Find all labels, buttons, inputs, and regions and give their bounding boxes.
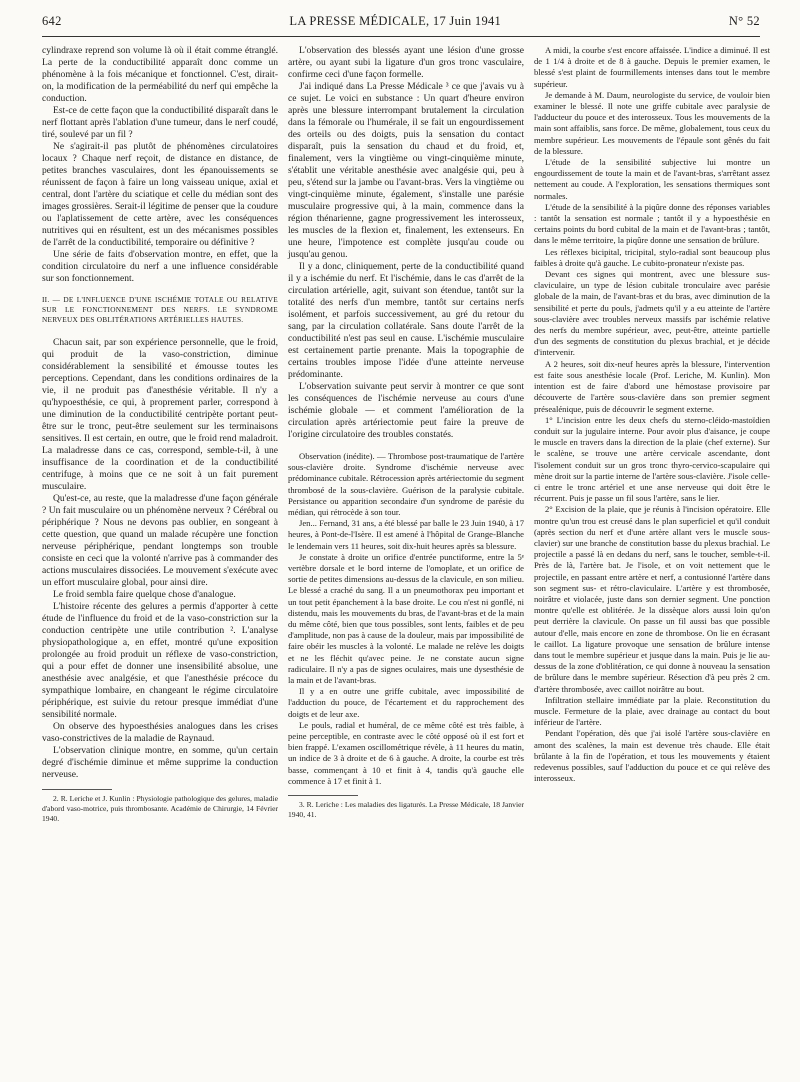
- paragraph: A 2 heures, soit dix-neuf heures après la blessure, l'intervention est faite sous anesthésie locale (Prof. Leriche, M. Kunlin). Mon intention est de faire d'abord une hémostase provisoire par découverte de l'artère sous-clavière dans son premier segment présealénique, puis de découvrir le segment externe.: [534, 358, 770, 414]
- paragraph: 1° L'incision entre les deux chefs du sterno-cléido-mastoïdien conduit sur la jugulaire interne. Pour avoir plus d'aisance, je coupe le muscle en travers dans la direction de la plaie (chef externe). Sur le scalène, se trouve une artère cervicale ascendante, dont l'isolement conduit sur un gros tronc thyro-cervico-scapulaire qui mène droit sur la partie interne de l'artère sous-clavière. J'isole celle-ci entre le tronc artériel et une anse nerveuse qui doit être le récurrent. Puis je passe un fil sous l'artère, sans le lier.: [534, 414, 770, 504]
- paragraph: A midi, la courbe s'est encore affaissée. L'indice a diminué. Il est de 1 1/4 à droite et de 8 à gauche. Depuis le premier examen, le blessé s'est plaint de fourmillements intenses dans tout le membre supérieur.: [534, 45, 770, 89]
- paragraph: cylindraxe reprend son volume là où il était comme étranglé. La perte de la conductibilité apparaît donc comme un phénomène à la fois mécanique et fonctionnel. C'est, dirait-on, la modification de la perméabilité du nerf qui empêche la conduction.: [42, 45, 278, 104]
- paragraph: L'observation clinique montre, en somme, qu'un certain degré d'ischémie diminue et même supprime la conduction nerveuse.: [42, 745, 278, 780]
- column-2: [288, 45, 524, 823]
- paragraph: L'étude de la sensibilité subjective lui montre un engourdissement de toute la main et de l'avant-bras, s'arrêtant assez nettement au coude. A l'exploration, les sensations thermiques sont normales.: [534, 157, 770, 201]
- paragraph: Pendant l'opération, dès que j'ai isolé l'artère sous-clavière en amont des scalènes, la main est devenue très chaude. Elle était brûlante à la fin de l'opération, et tous les mouvements y étaient redevenus possibles, sauf l'adduction du pouce et ce qui relève des interosseux.: [534, 728, 770, 784]
- journal-title: LA PRESSE MÉDICALE, 17 Juin 1941: [289, 14, 502, 28]
- paragraph: Je demande à M. Daum, neurologiste du service, de vouloir bien examiner le blessé. Il note une griffe cubitale avec paralysie de l'adducteur du pouce et des interosseux. Tous les mouvements de la main sont affaiblis, sans force. De même, globalement, tous ceux du membre supérieur. Les mouvements de l'épaule sont gênés du fait de la blessure.: [534, 89, 770, 156]
- paragraph: L'étude de la sensibilité à la piqûre donne des réponses variables : tantôt la sensation est normale ; tantôt il y a hypoesthésie en certains points du bord cubital de la main et de l'avant-bras ; tantôt, dans le même territoire, la piqûre donne une sensation de brûlure.: [534, 201, 770, 246]
- issue-number: N° 52: [728, 14, 760, 28]
- paragraph: Une série de faits d'observation montre, en effet, que la condition circulatoire du nerf a une influence considérable sur son fonctionnement.: [42, 249, 278, 284]
- footnote-rule: [288, 795, 358, 796]
- page-number: 642: [42, 14, 62, 28]
- paragraph: Devant ces signes qui montrent, avec une blessure sus-claviculaire, un type de lésion cubitale tronculaire avec parésie globale de la main, de l'avant-bras et du bras, avec diminution de la sensibilité et perte du pouls, j'admets qu'il y a eu atteinte de l'artère sous-clavière avec troubles nerveux massifs par ischémie relative des nerfs du membre supérieur, avec, peut-être, atteinte partielle d'un des segments de constitution du plexus brachial, et je décide d'intervenir.: [534, 269, 770, 358]
- paragraph: 2° Excision de la plaie, que je réunis à l'incision opératoire. Elle montre qu'un trou est creusé dans le plan superficiel et qu'il conduit (après section du nerf et d'une artère allant vers le muscle sous-clavier) sur une branche de constitution basse du plexus brachial. Le projectile a passé là en dedans du nerf, sans le toucher, semble-t-il. Près de là, l'artère bat. Je l'isole, et on voit nettement que le projectile, en passant entre artère et nerf, a contusionné l'artère dans son segment sus- et rétro-claviculaire. L'artère y est thrombosée, noirâtre et violacée, juste dans son dernier segment. Une ponction montre qu'elle est oblitérée. Je la dissèque alors aussi loin qu'on peut derrière la clavicule. On passe un fil aussi bas que possible autour d'elle, mais encore en zone de thrombose. On lie en écrasant le caillot. La ligature provoque une sensation de brûlure intense dans tout le membre supérieur et jusque dans la main. Puis je lie au-dessus de la zone d'oblitération, ce qui donne à nouveau la sensation de brûlure dans le membre supérieur. Résection d'à peu près 2 cm. d'artère thrombosée, avec caillot noirâtre au bout.: [534, 504, 770, 694]
- paragraph: Les réflexes bicipital, tricipital, stylo-radial sont beaucoup plus faibles à droite qu'à gauche. Le cubito-pronateur n'existe pas.: [534, 246, 770, 268]
- paragraph: Je constate à droite un orifice d'entrée punctiforme, entre la 5ᵉ vertèbre dorsale et le bord interne de l'omoplate, et un orifice de sortie de petites dimensions au-dessus de la clavicule, en son milieu. Le blessé a craché du sang. Il a un pneumothorax peu important et un tout petit épanchement à la base droite. Le cou n'est ni gonflé, ni distendu, mais les mouvements du bras, de l'avant-bras et de la main du même côté, bien que tous possibles, sont lents, faibles et de peu d'amplitude, non pas à cause de la douleur, mais par impossibilité de faire obéir les muscles à la volonté. Le malade ne relève les doigts et ne les fléchit qu'avec peine. Je ne constate aucun signe radiculaire. Il n'y a pas de signes oculaires, mais une dysesthésie de la main et de l'avant-bras.: [288, 551, 524, 686]
- paragraph: Qu'est-ce, au reste, que la maladresse d'une façon générale ? Un fait musculaire ou un phénomène nerveux ? Cérébral ou périphérique ? Nous ne devons pas oublier, en songeant à cette question, que quand un malade récupère une fonction nerveuse périphérique, pendant longtemps son trouble consiste en ceci que la volonté n'arrive pas à commander des actions musculaires dissociées. Le mouvement s'exécute avec un effort musculaire global, pour ainsi dire.: [42, 493, 278, 588]
- paragraph: Le pouls, radial et huméral, de ce même côté est très faible, à peine perceptible, en contraste avec le côté opposé où il est fort et bien frappé. L'examen oscillométrique révèle, à 11 heures du matin, un indice de 3 à droite et de 6 à gauche. A droite, la courbe est très basse, commençant à 10 et finit à 4, tandis qu'à gauche elle commence à 17 et finit à 1.: [288, 719, 524, 786]
- column-1: [42, 45, 278, 823]
- paragraph: Est-ce de cette façon que la conductibilité disparaît dans le nerf flottant après l'ablation d'une tumeur, dans le nerf coudé, tiré, soulevé par un fil ?: [42, 105, 278, 140]
- paragraph: Il y a donc, cliniquement, perte de la conductibilité quand il y a ischémie du nerf. Et l'ischémie, dans le cas d'arrêt de la circulation artérielle, agit, suivant son étendue, tantôt sur la totalité des nerfs d'un membre, tantôt sur certains nerfs isolément, et parfois successivement, au gré du retour du sang, par la circulation collatérale. Sans doute l'arrêt de la conductibilité n'est pas seul en cause. L'ischémie musculaire est certainement partie prenante. Mais la topographie de certains troubles impose l'idée d'une atteinte nerveuse prédominante.: [288, 261, 524, 380]
- paragraph: On observe des hypoesthésies analogues dans les crises vaso-constrictives de la maladie de Raynaud.: [42, 721, 278, 744]
- header-rule: [42, 36, 760, 37]
- running-header: [42, 14, 760, 30]
- paragraph: Jen... Fernand, 31 ans, a été blessé par balle le 23 Juin 1940, à 17 heures, à Pont-de-l'Isère. Il est amené à l'hôpital de Grange-Blanche le lendemain vers 11 heures, soit dix-huit heures après sa blessure.: [288, 518, 524, 551]
- paragraph: Il y a en outre une griffe cubitale, avec impossibilité de l'adduction du pouce, de l'écartement et du rapprochement des doigts et de leur axe.: [288, 686, 524, 719]
- observation-title: Observation (inédite). — Thrombose post-traumatique de l'artère sous-clavière droite. Syndrome d'ischémie nerveuse avec prédominance cubitale. Rétrocession après artériectomie du segment thrombosé de la sous-clavière. Guérison de la paralysie cubitale. Persistance ou apparition secondaire d'un syndrome de parésie du médian, qui rétrocède à son tour.: [288, 451, 524, 518]
- section-heading: II. — DE L'INFLUENCE D'UNE ISCHÉMIE TOTALE OU RELATIVE SUR LE FONCTIONNEMENT DES NERFS. LE SYNDROME NERVEUX DES OBLITÉRATIONS ARTÉRIELLES HAUTES.: [42, 295, 278, 324]
- observation-block: [288, 451, 524, 787]
- paragraph: L'observation suivante peut servir à montrer ce que sont les conséquences de l'ischémie nerveuse au cours d'une ischémie globale — et comment l'amélioration de la circulation après artériectomie peut faire la preuve de l'origine circulatoire des troubles constatés.: [288, 381, 524, 440]
- paragraph: J'ai indiqué dans La Presse Médicale ³ ce que j'avais vu à ce sujet. Le voici en substance : Un quart d'heure environ après une blessure interrompant brutalement la circulation dans la fémorale ou l'humérale, il se fait un engourdissement des orteils ou des doigts, puis la sensation du contact disparaît, puis la sensation du chaud et du froid, et, finalement, vers la vingtième ou vingt-cinquième minute, s'établit une véritable anesthésie avec analgésie qui, peu à peu, s'étend sur la jambe ou l'avant-bras. Vers la vingtième ou vingt-cinquième minute, également, s'installe une parésie musculaire progressive qui, à la main, commence dans la région thénarienne, gagne progressivement les interosseux, les muscles de la flexion et, finalement, les extenseurs. En une heure, l'impotence est complète jusqu'au coude ou jusqu'au genou.: [288, 81, 524, 260]
- paragraph: Ne s'agirait-il pas plutôt de phénomènes circulatoires locaux ? Chaque nerf reçoit, de distance en distance, de petites branches vasculaires, dont les épanouissements se réunissent de façon à faire un long vaisseau unique, axial et central, dont l'artère du sciatique et celle du médian sont des images grossières. Serait-il légitime de penser que la coudure ou l'aplatissement de cette artère, avec les conséquences nutritives qui en résultent, est un des mécanismes possibles de l'arrêt de la conductibilité, temporaire ou définitive ?: [42, 141, 278, 248]
- paragraph: Infiltration stellaire immédiate par la plaie. Reconstitution du muscle. Fermeture de la plaie, avec drainage au contact du bout inférieur de l'artère.: [534, 694, 770, 728]
- paragraph: L'histoire récente des gelures a permis d'apporter à cette étude de l'influence du froid et de la vaso-constriction sur la conduction centripète une utile contribution ². L'analyse physiopathologique a, en effet, montré qu'une exposition prolongée au froid produit un réflexe de vaso-constriction, qui a pour effet de donner une insensibilité absolue, une anesthésie avec analgésie, et que l'anesthésie précoce du sympathique lombaire, en changeant le régime circulatoire périphérique, est suivie du retour presque immédiat d'une sensibilité normale.: [42, 601, 278, 720]
- column-3: [534, 45, 770, 823]
- article-columns: [42, 45, 770, 823]
- paragraph: Chacun sait, par son expérience personnelle, que le froid, qui produit de la vaso-constriction, diminue considérablement la sensibilité et émousse toutes les perceptions. Cependant, dans les conditions ordinaires de la vie, il ne produit pas d'anesthésie véritable. Il n'y a qu'hypoesthésie, ce qui, à proprement parler, correspond à une diminution de la conductibilité centripète portant peut-être sur le tronc, peut-être seulement sur les terminaisons sensitives. Il est certain, en outre, que le froid rend maladroit. La maladresse dans ce cas, correspond, semble-t-il, à une insuffisance de la coordination et de la conductibilité centrifuge, à moins que ce ne soit à un fait purement musculaire.: [42, 337, 278, 492]
- footnote: 2. R. Leriche et J. Kunlin : Physiologie pathologique des gelures, maladie d'abord vaso-motrice, puis thrombosante. Académie de Chirurgie, 14 Février 1940.: [42, 794, 278, 823]
- footnote: 3. R. Leriche : Les maladies des ligaturés. La Presse Médicale, 18 Janvier 1940, 41.: [288, 800, 524, 819]
- paragraph: L'observation des blessés ayant une lésion d'une grosse artère, ou ayant subi la ligature d'un gros tronc vasculaire, confirme ceci d'une façon formelle.: [288, 45, 524, 80]
- paragraph: Le froid sembla faire quelque chose d'analogue.: [53, 589, 236, 600]
- footnote-rule: [42, 789, 112, 790]
